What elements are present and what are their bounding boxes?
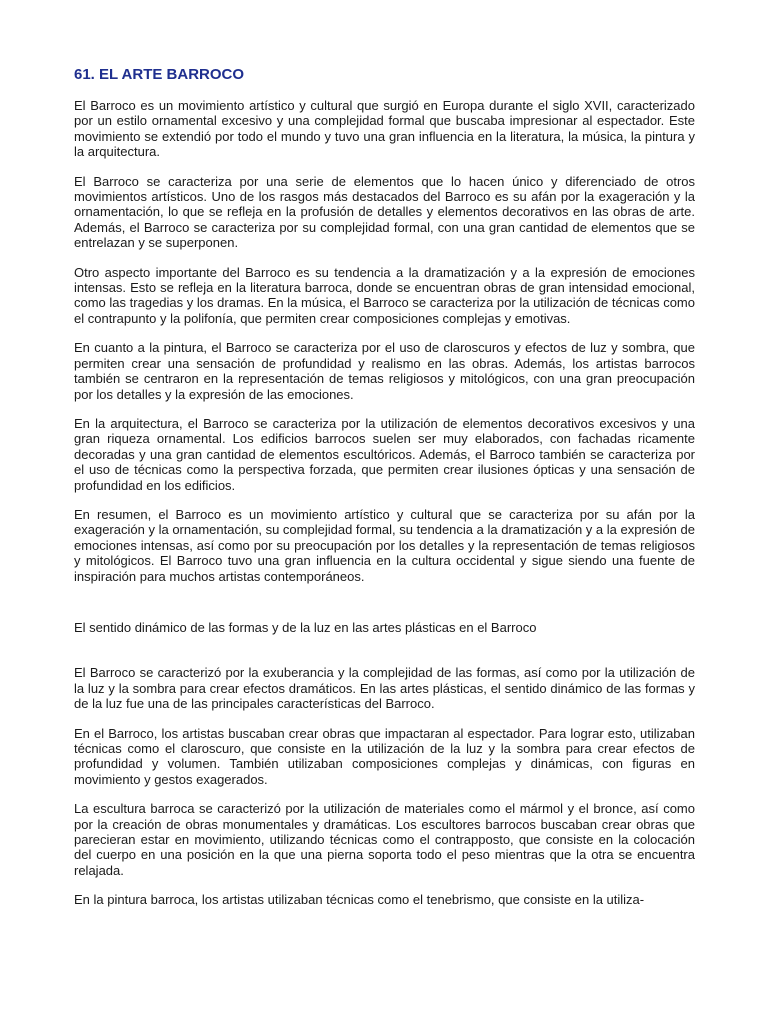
paragraph: En resumen, el Barroco es un movimiento artístico y cultural que se caracteriza por su afán por la exageración y la ornamentación, su complejidad formal, su tendencia a la dramatización y a la expresión de emociones intensas, así como por su preocupación por los detalles y la representación de temas religiosos y mitológicos. El Barroco tuvo una gran influencia en la cultura occidental y sigue siendo una fuente de inspiración para muchos artistas contemporáneos. bbox=[74, 506, 695, 584]
paragraph: El Barroco se caracterizó por la exuberancia y la complejidad de las formas, así como por la utilización de la luz y la sombra para crear efectos dramáticos. En las artes plásticas, el sentido dinámico de las formas y de la luz fue una de las principales características del Barroco. bbox=[74, 665, 695, 712]
page-title: 61. EL ARTE BARROCO bbox=[74, 66, 245, 83]
paragraph: En la pintura barroca, los artistas utilizaban técnicas como el tenebrismo, que consiste en la utiliza- bbox=[74, 892, 645, 908]
paragraph: En cuanto a la pintura, el Barroco se caracteriza por el uso de claroscuros y efectos de luz y sombra, que permiten crear una sensación de profundidad y realismo en las obras. Además, los artistas barrocos también se centraron en la representación de temas religiosos y mitológicos, con una gran preocupación por los detalles y la expresión de las emociones. bbox=[74, 340, 695, 402]
paragraph: La escultura barroca se caracterizó por la utilización de materiales como el mármol y el bronce, así como por la creación de obras monumentales y dramáticas. Los escultores barrocos buscaban crear obras que parecieran estar en movimiento, utilizando técnicas como el contrapposto, que consiste en la colocación del cuerpo en una posición en la que una pierna soporta todo el peso mientras que la otra se encuentra relajada. bbox=[74, 801, 695, 878]
paragraph: El Barroco es un movimiento artístico y cultural que surgió en Europa durante el siglo XVII, caracterizado por un estilo ornamental excesivo y una complejidad formal que buscaba impresionar al espectador. Este movimiento se extendió por todo el mundo y tuvo una gran influencia en la literatura, la música, la pintura y la arquitectura. bbox=[74, 98, 695, 160]
paragraph: En la arquitectura, el Barroco se caracteriza por la utilización de elementos decorativos excesivos y una gran riqueza ornamental. Los edificios barrocos suelen ser muy elaborados, con fachadas ricamente decoradas y una gran cantidad de elementos escultóricos. Además, el Barroco también se caracteriza por el uso de técnicas como la perspectiva forzada, que permiten crear ilusiones ópticas y una sensación de profundidad en los edificios. bbox=[74, 415, 695, 493]
document-page bbox=[74, 66, 695, 922]
paragraph: En el Barroco, los artistas buscaban crear obras que impactaran al espectador. Para lograr esto, utilizaban técnicas como el claroscuro, que consiste en la utilización de la luz y la sombra para crear efectos de profundidad y volumen. También utilizaban composiciones complejas y dinámicas, con figuras en movimiento y gestos exagerados. bbox=[74, 725, 695, 787]
section-subtitle: El sentido dinámico de las formas y de la luz en las artes plásticas en el Barroco bbox=[74, 619, 537, 635]
paragraph: Otro aspecto importante del Barroco es su tendencia a la dramatización y a la expresión de emociones intensas. Esto se refleja en la literatura barroca, donde se encuentran obras de gran intensidad emocional, como las tragedias y los dramas. En la música, el Barroco se caracteriza por la utilización de técnicas como el contrapunto y la polifonía, que permiten crear composiciones complejas y emotivas. bbox=[74, 264, 695, 326]
paragraph: El Barroco se caracteriza por una serie de elementos que lo hacen único y diferenciado de otros movimientos artísticos. Uno de los rasgos más destacados del Barroco es su afán por la exageración y la ornamentación, lo que se refleja en la profusión de detalles y elementos decorativos en las obras de arte. Además, el Barroco se caracteriza por su complejidad formal, con una gran cantidad de elementos que se entrelazan y se superponen. bbox=[74, 173, 695, 251]
